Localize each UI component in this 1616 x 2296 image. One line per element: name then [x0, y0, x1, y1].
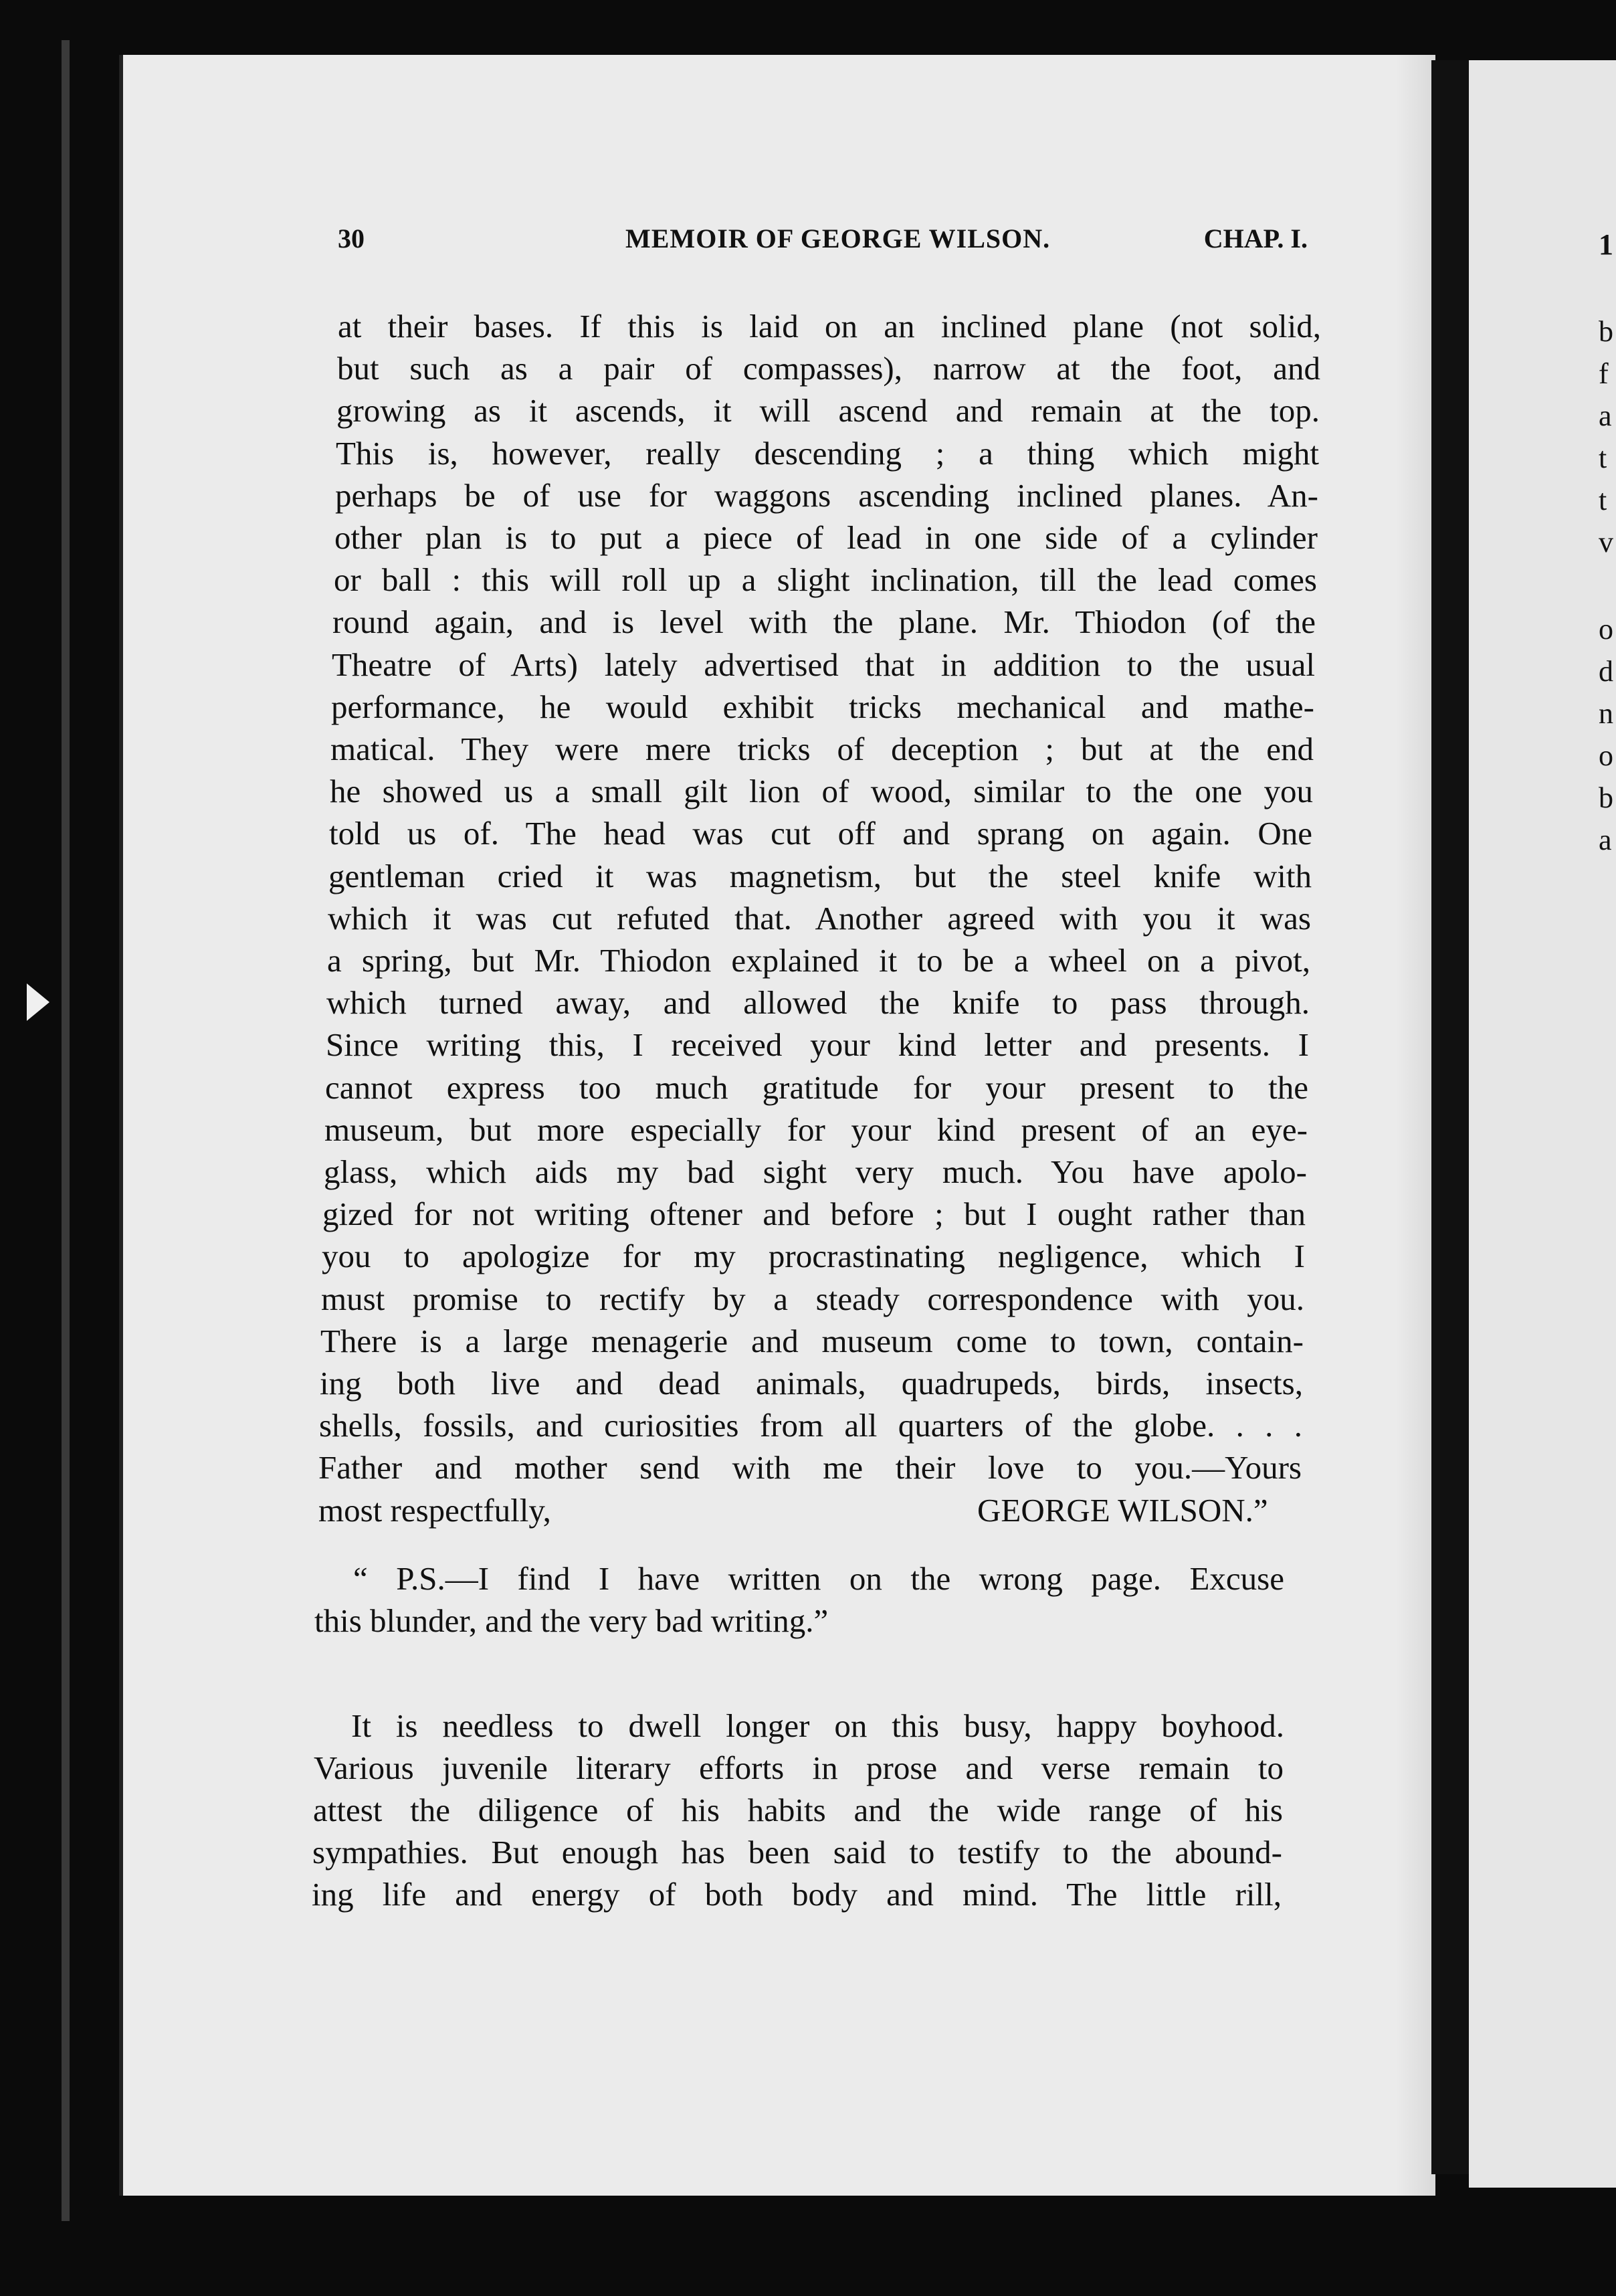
text-line: matical. They were mere tricks of deception ; but at the end	[330, 731, 1314, 767]
text-line: gentleman cried it was magnetism, but the steel knife with	[328, 858, 1312, 894]
text-line: cannot express too much gratitude for your present to the	[325, 1069, 1308, 1106]
facing-fragment: t	[1599, 484, 1607, 516]
text-line: at their bases. If this is laid on an inclined plane (not solid,	[338, 308, 1321, 345]
text-line: It is needless to dwell longer on this busy, happy boyhood.	[351, 1707, 1284, 1744]
facing-fragment: b	[1599, 315, 1613, 348]
text-line: which turned away, and allowed the knife to pass through.	[326, 984, 1310, 1021]
text-line: growing as it ascends, it will ascend and remain at the top.	[336, 392, 1320, 429]
facing-fragment: f	[1599, 357, 1609, 390]
text-line: Father and mother send with me their love to you.—Yours	[318, 1449, 1302, 1486]
facing-fragment: v	[1599, 526, 1613, 559]
text-line: Since writing this, I received your kind letter and presents. I	[326, 1026, 1309, 1063]
facing-fragment: a	[1599, 399, 1612, 432]
signature: GEORGE WILSON.”	[977, 1492, 1268, 1529]
text-line: museum, but more especially for your kind present of an eye-	[324, 1111, 1308, 1148]
text-line: which it was cut refuted that. Another agreed with you it was	[328, 900, 1311, 937]
page-number: 30	[338, 223, 365, 254]
running-header	[338, 223, 1308, 263]
facing-fragment: 1	[1599, 228, 1613, 261]
facing-page	[1469, 60, 1616, 2188]
text-line: Various juvenile literary efforts in prose and verse remain to	[314, 1749, 1284, 1786]
text-line: ing life and energy of both body and mind. The little rill,	[312, 1876, 1282, 1913]
page-tab-marker	[27, 983, 49, 1021]
facing-fragment: b	[1599, 781, 1613, 814]
running-title: MEMOIR OF GEORGE WILSON.	[625, 223, 1051, 254]
text-line: perhaps be of use for waggons ascending inclined planes. An-	[335, 477, 1318, 514]
text-line: sympathies. But enough has been said to testify to the abound-	[312, 1834, 1282, 1871]
text-line: he showed us a small gilt lion of wood, similar to the one you	[330, 773, 1313, 809]
text-line: other plan is to put a piece of lead in one side of a cylinder	[334, 519, 1318, 556]
facing-fragment: o	[1599, 613, 1613, 646]
facing-fragment: n	[1599, 697, 1613, 730]
book-gutter	[1431, 60, 1469, 2174]
facing-fragment: d	[1599, 655, 1613, 688]
text-line: or ball : this will roll up a slight inclination, till the lead comes	[334, 561, 1317, 598]
facing-fragment: o	[1599, 739, 1613, 772]
text-line: you to apologize for my procrastinating negligence, which I	[322, 1238, 1305, 1274]
closing-text: most respectfully,	[318, 1492, 551, 1529]
text-line: Theatre of Arts) lately advertised that in addition to the usual	[332, 646, 1315, 683]
text-line: this blunder, and the very bad writing.”	[314, 1602, 829, 1639]
text-line: gized for not writing oftener and before ; but I ought rather than	[322, 1195, 1306, 1232]
text-line: but such as a pair of compasses), narrow at the foot, and	[337, 350, 1320, 387]
text-line: There is a large menagerie and museum come to town, contain-	[320, 1323, 1304, 1359]
letter-closing	[318, 1491, 1302, 1531]
chapter-label: CHAP. I.	[1203, 223, 1308, 254]
text-line: attest the diligence of his habits and the wide range of his	[313, 1792, 1283, 1828]
text-line: told us of. The head was cut off and sprang on again. One	[329, 815, 1312, 852]
text-line: performance, he would exhibit tricks mechanical and mathe-	[331, 688, 1314, 725]
text-line: a spring, but Mr. Thiodon explained it to be a wheel on a pivot,	[327, 942, 1310, 979]
text-line: This is, however, really descending ; a thing which might	[336, 435, 1319, 472]
facing-fragment: t	[1599, 442, 1607, 474]
text-line: round again, and is level with the plane. Mr. Thiodon (of the	[332, 603, 1316, 640]
facing-fragment: a	[1599, 824, 1612, 856]
text-line: glass, which aids my bad sight very much. You have apolo-	[324, 1153, 1307, 1190]
text-line: shells, fossils, and curiosities from all quarters of the globe. . . .	[319, 1407, 1302, 1444]
text-line: “ P.S.—I find I have written on the wrong page. Excuse	[353, 1560, 1284, 1597]
text-line: ing both live and dead animals, quadrupeds, birds, insects,	[320, 1365, 1303, 1402]
scanner-edge-strip	[62, 40, 70, 2221]
text-line: must promise to rectify by a steady correspondence with you.	[321, 1280, 1304, 1317]
